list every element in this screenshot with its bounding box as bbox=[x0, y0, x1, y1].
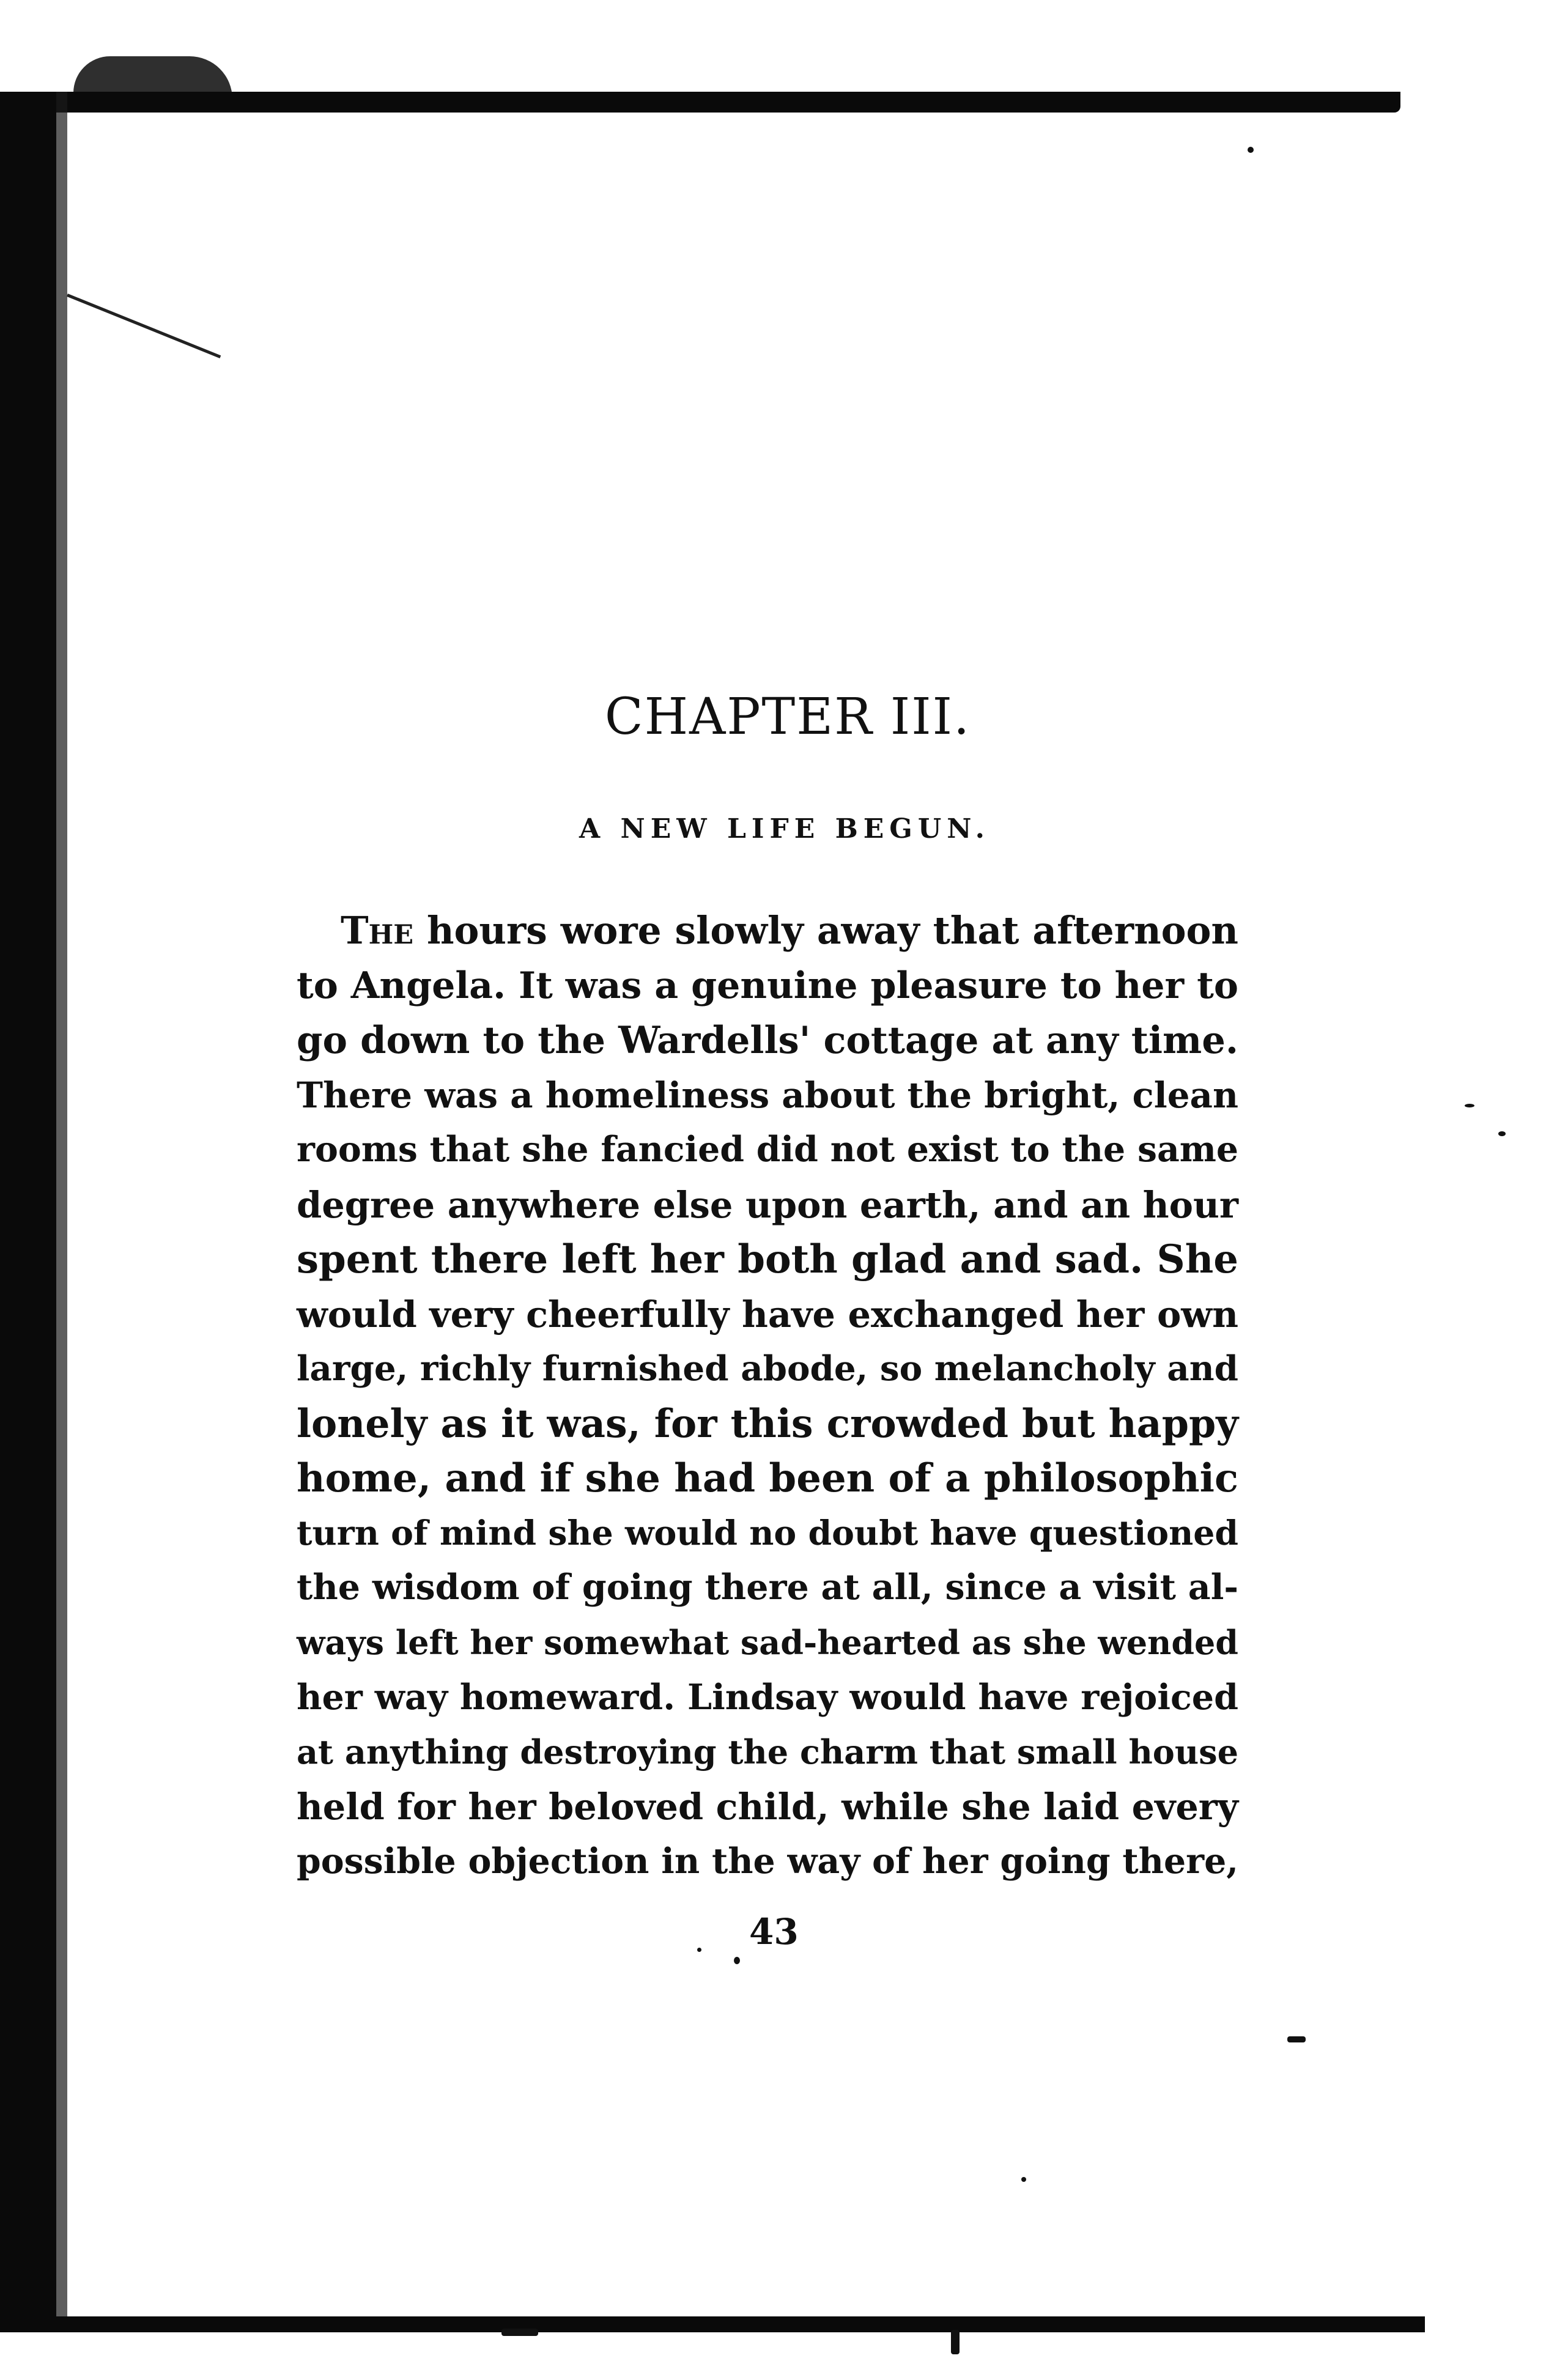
drop-word: The bbox=[341, 909, 414, 953]
scan-speck bbox=[1021, 2177, 1026, 2182]
text-line: There was a homeliness about the bright, clean bbox=[297, 1074, 1238, 1116]
text-line bbox=[297, 904, 1238, 959]
text-line: home, and if she had been of a philosophic bbox=[297, 1455, 1238, 1501]
scan-border-top bbox=[0, 92, 1400, 113]
scan-speck bbox=[1287, 2036, 1306, 2042]
scan-border-left bbox=[0, 92, 56, 2324]
text-line: large, richly furnished abode, so melancholy and bbox=[297, 1348, 1238, 1389]
text-line: to Angela. It was a genuine pleasure to her to bbox=[297, 964, 1238, 1007]
text-line: the wisdom of going there at all, since a visit al- bbox=[297, 1567, 1238, 1608]
text-line: her way homeward. Lindsay would have rejoiced bbox=[297, 1677, 1238, 1718]
text-line: lonely as it was, for this crowded but happy bbox=[297, 1400, 1238, 1446]
text-line: spent there left her both glad and sad. She bbox=[297, 1236, 1238, 1282]
text-line: go down to the Wardells' cottage at any time. bbox=[297, 1019, 1238, 1062]
chapter-title: CHAPTER III. bbox=[604, 688, 971, 746]
scan-speck bbox=[734, 1957, 740, 1964]
text-line: turn of mind she would no doubt have questioned bbox=[297, 1513, 1238, 1553]
chapter-subtitle: A NEW LIFE BEGUN. bbox=[579, 813, 990, 844]
scan-border-bottom bbox=[0, 2316, 1425, 2332]
text-line-rest: hours wore slowly away that afternoon bbox=[413, 909, 1238, 953]
text-line: rooms that she fancied did not exist to the same bbox=[297, 1129, 1239, 1170]
scan-border-left-inner bbox=[56, 92, 67, 2324]
text-line: at anything destroying the charm that small house bbox=[297, 1732, 1238, 1772]
text-line: would very cheerfully have exchanged her own bbox=[297, 1293, 1238, 1336]
scan-speck bbox=[1248, 147, 1254, 153]
text-line: possible objection in the way of her going there, bbox=[297, 1841, 1239, 1882]
text-line: held for her beloved child, while she laid every bbox=[297, 1786, 1238, 1828]
scan-speck bbox=[501, 2329, 538, 2336]
scan-mark-line bbox=[67, 294, 221, 358]
scan-speck bbox=[697, 1948, 701, 1952]
scan-speck bbox=[1465, 1104, 1474, 1107]
page-number: 43 bbox=[749, 1911, 799, 1953]
scan-speck bbox=[1498, 1131, 1506, 1136]
text-line: degree anywhere else upon earth, and an hour bbox=[297, 1183, 1238, 1226]
scan-speck bbox=[951, 2330, 960, 2354]
body-paragraph bbox=[297, 904, 1238, 1889]
text-line: ways left her somewhat sad-hearted as she wended bbox=[297, 1622, 1238, 1662]
